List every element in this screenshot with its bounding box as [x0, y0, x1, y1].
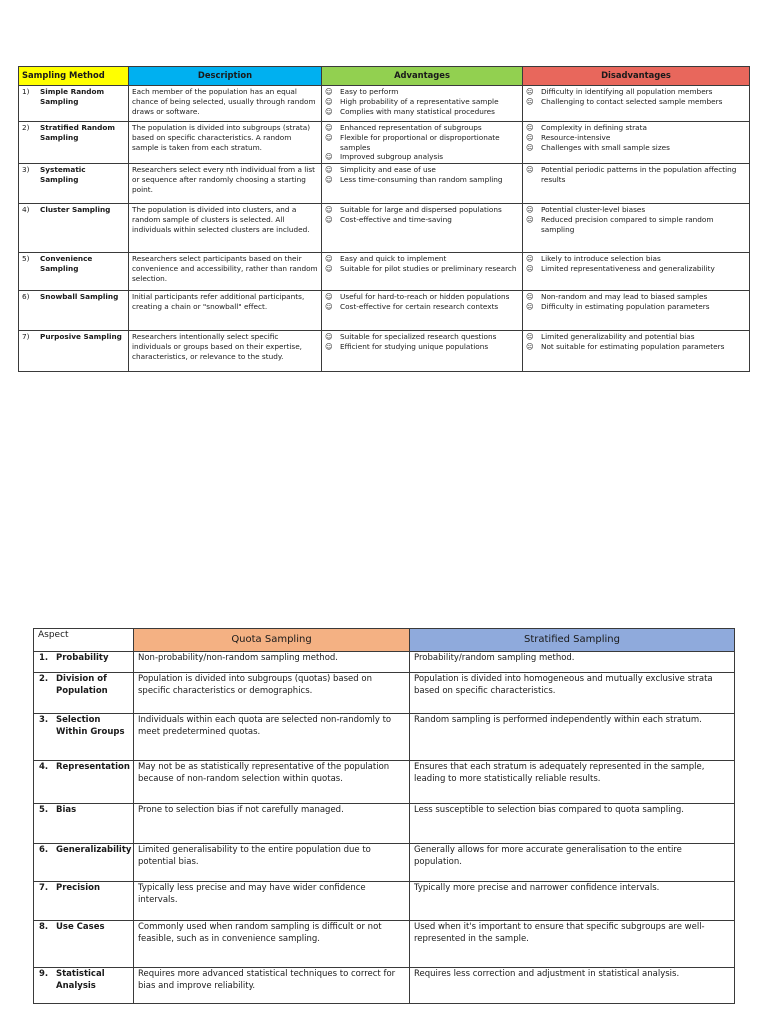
aspect-cell [34, 714, 134, 761]
aspect-label: Precision [56, 883, 101, 893]
smiley-icon: ☺ [325, 214, 333, 224]
table-row [34, 673, 735, 714]
frown-icon: ☹ [526, 341, 534, 351]
advantages-cell [322, 204, 523, 253]
list-item: ☺ Easy to perform [325, 87, 399, 96]
stratified-cell: Requires less correction and adjustment in statistical analysis. [410, 968, 735, 1004]
quota-cell: Commonly used when random sampling is difficult or not feasible, such as in convenience sampling. [134, 921, 410, 968]
row-number: 8. [39, 922, 49, 932]
list-item: ☺ Simplicity and ease of use [325, 165, 436, 175]
list-item: ☹ Reduced precision compared to simple random sampling [526, 214, 714, 234]
header-description: Description [129, 67, 322, 86]
row-number: 6. [39, 845, 49, 855]
row-number: 3) [22, 165, 30, 175]
smiley-icon: ☺ [325, 254, 333, 264]
table-row [34, 761, 735, 804]
description-cell: Researchers intentionally select specific individuals or groups based on their expertise, characteristics, or relevance to the study. [129, 331, 322, 372]
advantages-cell [322, 291, 523, 331]
list-item: ☹ Difficulty in estimating population parameters [526, 301, 710, 311]
list-item: ☺ Flexible for proportional or disproportionate samples [325, 132, 500, 152]
list-item: ☺ Efficient for studying unique populations [325, 341, 489, 351]
quota-cell: Non-probability/non-random sampling method. [134, 652, 410, 673]
list-item: ☺ Complies with many statistical procedures [325, 106, 495, 116]
smiley-icon: ☺ [325, 205, 333, 215]
table1-header-row [19, 67, 750, 86]
aspect-cell [34, 921, 134, 968]
description-cell: Researchers select participants based on their convenience and accessibility, rather than random selection. [129, 253, 322, 291]
method-name: Simple Random Sampling [40, 87, 105, 106]
description-cell: Initial participants refer additional participants, creating a chain or "snowball" effect. [129, 291, 322, 331]
aspect-label: Bias [56, 805, 77, 815]
list-item: ☺ Easy and quick to implement [325, 254, 447, 264]
row-number: 2) [22, 123, 30, 132]
quota-cell: May not be as statistically representative of the population because of non-random selection within quotas. [134, 761, 410, 804]
row-number: 6) [22, 292, 30, 302]
table-row [19, 331, 750, 372]
disadvantages-cell [523, 122, 750, 164]
aspect-label: Probability [56, 653, 109, 663]
header-stratified-sampling: Stratified Sampling [410, 629, 735, 652]
aspect-label: Representation [56, 762, 130, 772]
quota-vs-stratified-table [33, 628, 735, 1004]
header-quota-sampling: Quota Sampling [134, 629, 410, 652]
description-cell: The population is divided into clusters, and a random sample of clusters is selected. All individuals within selected clusters are included. [129, 204, 322, 253]
quota-cell: Requires more advanced statistical techniques to correct for bias and improve reliability. [134, 968, 410, 1004]
frown-icon: ☹ [526, 132, 534, 142]
method-cell [19, 291, 129, 331]
frown-icon: ☹ [526, 214, 534, 224]
frown-icon: ☹ [526, 142, 534, 152]
row-number: 1) [22, 87, 30, 96]
list-item: ☹ Limited representativeness and generalizability [526, 263, 715, 273]
aspect-label: Generalizability [56, 845, 132, 855]
description-cell: Researchers select every nth individual from a list or sequence after randomly choosing a starting point. [129, 164, 322, 204]
disadvantages-cell [523, 204, 750, 253]
stratified-cell: Typically more precise and narrower confidence intervals. [410, 882, 735, 921]
aspect-label: Selection Within Groups [56, 715, 125, 737]
table-row [34, 921, 735, 968]
sampling-methods-table [18, 66, 750, 372]
advantages-cell [322, 122, 523, 164]
stratified-cell: Generally allows for more accurate generalisation to the entire population. [410, 844, 735, 882]
quota-cell: Prone to selection bias if not carefully managed. [134, 804, 410, 844]
list-item: ☺ Improved subgroup analysis [325, 152, 444, 162]
aspect-cell [34, 652, 134, 673]
list-item: ☹ Not suitable for estimating population parameters [526, 341, 725, 351]
quota-cell: Typically less precise and may have wider confidence intervals. [134, 882, 410, 921]
disadvantages-cell [523, 291, 750, 331]
quota-cell: Population is divided into subgroups (quotas) based on specific characteristics or demographics. [134, 673, 410, 714]
list-item: ☹ Challenges with small sample sizes [526, 142, 670, 152]
description-cell: The population is divided into subgroups (strata) based on specific characteristics. A random sample is taken from each stratum. [129, 122, 322, 164]
aspect-label: Statistical Analysis [56, 969, 105, 991]
stratified-cell: Random sampling is performed independently within each stratum. [410, 714, 735, 761]
frown-icon: ☹ [526, 96, 534, 106]
advantages-cell [322, 331, 523, 372]
table-row [34, 968, 735, 1004]
list-item: ☹ Resource-intensive [526, 132, 611, 142]
header-aspect: Aspect [34, 629, 134, 652]
aspect-label: Division of Population [56, 674, 108, 696]
smiley-icon: ☺ [325, 96, 333, 106]
table-row [34, 844, 735, 882]
list-item: ☺ Suitable for large and dispersed populations [325, 205, 502, 215]
smiley-icon: ☺ [325, 152, 333, 162]
aspect-cell [34, 673, 134, 714]
smiley-icon: ☺ [325, 106, 333, 116]
smiley-icon: ☺ [325, 301, 333, 311]
aspect-cell [34, 968, 134, 1004]
method-cell [19, 204, 129, 253]
stratified-cell: Ensures that each stratum is adequately represented in the sample, leading to more statistically reliable results. [410, 761, 735, 804]
row-number: 5. [39, 805, 49, 815]
disadvantages-cell [523, 331, 750, 372]
method-cell [19, 253, 129, 291]
frown-icon: ☹ [526, 205, 534, 215]
list-item: ☹ Likely to introduce selection bias [526, 254, 661, 264]
method-name: Purposive Sampling [40, 332, 122, 342]
list-item: ☹ Limited generalizability and potential bias [526, 332, 695, 342]
method-name: Stratified Random Sampling [40, 123, 115, 142]
header-sampling-method: Sampling Method [19, 67, 129, 86]
aspect-cell [34, 844, 134, 882]
stratified-cell: Less susceptible to selection bias compared to quota sampling. [410, 804, 735, 844]
table-row [19, 204, 750, 253]
list-item: ☹ Non-random and may lead to biased samples [526, 292, 708, 302]
row-number: 1. [39, 653, 49, 663]
row-number: 4. [39, 762, 49, 772]
disadvantages-cell [523, 164, 750, 204]
frown-icon: ☹ [526, 254, 534, 264]
stratified-cell: Probability/random sampling method. [410, 652, 735, 673]
method-name: Systematic Sampling [40, 165, 86, 184]
row-number: 4) [22, 205, 30, 215]
quota-cell: Individuals within each quota are selected non-randomly to meet predetermined quotas. [134, 714, 410, 761]
list-item: ☺ Useful for hard-to-reach or hidden populations [325, 292, 510, 302]
advantages-cell [322, 86, 523, 122]
list-item: ☺ Suitable for specialized research questions [325, 332, 497, 342]
list-item: ☺ High probability of a representative sample [325, 96, 499, 106]
quota-cell: Limited generalisability to the entire population due to potential bias. [134, 844, 410, 882]
smiley-icon: ☺ [325, 174, 333, 184]
smiley-icon: ☺ [325, 292, 333, 302]
aspect-cell [34, 761, 134, 804]
list-item: ☹ Difficulty in identifying all population members [526, 87, 713, 96]
list-item: ☹ Complexity in defining strata [526, 123, 647, 132]
method-cell [19, 331, 129, 372]
method-cell [19, 164, 129, 204]
smiley-icon: ☺ [325, 132, 333, 142]
method-name: Snowball Sampling [40, 292, 119, 302]
list-item: ☹ Challenging to contact selected sample members [526, 96, 723, 106]
table-row [34, 714, 735, 761]
advantages-cell [322, 164, 523, 204]
disadvantages-cell [523, 253, 750, 291]
list-item: ☹ Potential periodic patterns in the population affecting results [526, 165, 737, 184]
list-item: ☺ Suitable for pilot studies or preliminary research [325, 263, 517, 273]
list-item: ☺ Enhanced representation of subgroups [325, 123, 482, 132]
disadvantages-cell [523, 86, 750, 122]
advantages-cell [322, 253, 523, 291]
smiley-icon: ☺ [325, 87, 333, 96]
aspect-cell [34, 882, 134, 921]
stratified-cell: Used when it's important to ensure that specific subgroups are well-represented in the sample. [410, 921, 735, 968]
table-row [34, 882, 735, 921]
smiley-icon: ☺ [325, 123, 333, 132]
list-item: ☹ Potential cluster-level biases [526, 205, 646, 215]
table-row [19, 122, 750, 164]
table-row [34, 652, 735, 673]
table-row [19, 86, 750, 122]
frown-icon: ☹ [526, 301, 534, 311]
table-row [19, 291, 750, 331]
row-number: 7) [22, 332, 30, 342]
frown-icon: ☹ [526, 123, 534, 132]
smiley-icon: ☺ [325, 341, 333, 351]
row-number: 9. [39, 969, 49, 979]
method-cell [19, 86, 129, 122]
table2-header-row [34, 629, 735, 652]
table-row [19, 253, 750, 291]
method-cell [19, 122, 129, 164]
list-item: ☺ Less time-consuming than random sampling [325, 174, 503, 184]
list-item: ☺ Cost-effective for certain research contexts [325, 301, 499, 311]
header-advantages: Advantages [322, 67, 523, 86]
description-cell: Each member of the population has an equal chance of being selected, usually through random draws or software. [129, 86, 322, 122]
frown-icon: ☹ [526, 263, 534, 273]
stratified-cell: Population is divided into homogeneous and mutually exclusive strata based on specific characteristics. [410, 673, 735, 714]
smiley-icon: ☺ [325, 263, 333, 273]
row-number: 5) [22, 254, 30, 264]
table-row [19, 164, 750, 204]
frown-icon: ☹ [526, 292, 534, 302]
list-item: ☺ Cost-effective and time-saving [325, 214, 452, 224]
smiley-icon: ☺ [325, 332, 333, 342]
method-name: Convenience Sampling [40, 254, 93, 273]
frown-icon: ☹ [526, 87, 534, 96]
row-number: 7. [39, 883, 49, 893]
header-disadvantages: Disadvantages [523, 67, 750, 86]
row-number: 2. [39, 674, 49, 684]
frown-icon: ☹ [526, 332, 534, 342]
row-number: 3. [39, 715, 49, 725]
method-name: Cluster Sampling [40, 205, 111, 215]
smiley-icon: ☺ [325, 165, 333, 175]
table-row [34, 804, 735, 844]
aspect-label: Use Cases [56, 922, 105, 932]
aspect-cell [34, 804, 134, 844]
frown-icon: ☹ [526, 165, 534, 175]
